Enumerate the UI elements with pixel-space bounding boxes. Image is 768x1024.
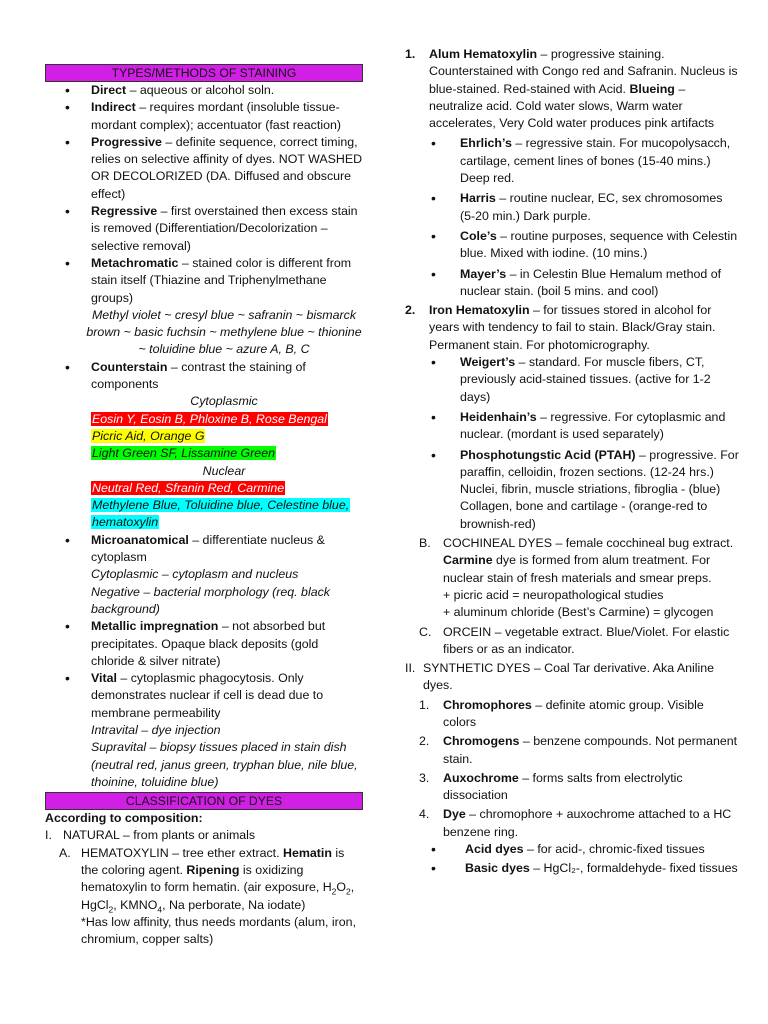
nuclear-red-dyes: Neutral Red, Sfranin Red, Carmine [92,480,285,495]
nuclear-label: Nuclear [202,463,246,478]
composition-heading: According to composition: [45,811,203,826]
list-item-counterstain: • Counterstain – contrast the staining of components [45,359,363,394]
natural-item: I. NATURAL – from plants or animals [45,828,256,843]
section-heading-types: TYPES/METHODS OF STAINING [45,64,363,82]
list-item-vital: • Vital – cytoplasmic phagocytosis. Only demonstrates nuclear if cell is dead due to membrane permeability [45,670,363,722]
iron-hematoxylin-item: 2. Iron Hematoxylin – for tissues stored in alcohol for years with tendency to fail to stain. Black/Gray stain. Permanent stain. For photomicrography. [405,303,716,352]
microanatomical-negative: Negative – bacterial morphology (req. black background) [91,584,330,616]
list-item-direct: • Direct – aqueous or alcohol soln. [45,82,363,99]
dye-item: 4. Dye – chromophore + auxochrome attached to a HC benzene ring. [419,807,732,839]
list-item-regressive: • Regressive – first overstained then excess stain is removed (Differentiation/Decolorization – selective removal) [45,203,363,255]
nuclear-cyan-dyes: Methylene Blue, Toluidine blue, Celestine blue, hematoxylin [92,498,350,530]
ptah-item: • Phosphotungstic Acid (PTAH) – progressive. For paraffin, celloidin, frozen sections. (12-24 hrs.) Nuclei, fibrin, muscle striations, fibroglia - (blue) Collagen, bone and cartilage - (orange-red to brownish-red) [405,447,740,533]
vital-supravital: Supravital – biopsy tissues placed in stain dish (neutral red, janus green, tryphan blue, nile blue, thoinine, toluidine blue) [91,740,358,789]
synthetic-dyes-item: II. SYNTHETIC DYES – Coal Tar derivative. Aka Aniline dyes. [405,661,715,693]
mayers-item: • Mayer’s – in Celestin Blue Hemalum method of nuclear stain. (boil 5 mins. and cool) [405,266,740,301]
chromophores-item: 1. Chromophores – definite atomic group. Visible colors [419,697,704,729]
chromogens-item: 2. Chromogens – benzene compounds. Not permanent stain. [419,734,738,766]
vital-intravital: Intravital – dye injection [91,722,221,737]
harris-item: • Harris – routine nuclear, EC, sex chromosomes (5-20 min.) Dark purple. [405,190,740,225]
cytoplasmic-yellow-dyes: Picric Aid, Orange G [92,428,205,443]
coles-item: • Cole’s – routine purposes, sequence with Celestin blue. Mixed with iodine. (10 mins.) [405,228,740,263]
weigert-item: • Weigert’s – standard. For muscle fibers, CT, previously acid-stained tissues. (active for 1-2 days) [405,354,740,406]
list-item-indirect: • Indirect – requires mordant (insoluble tissue-mordant complex); accentuator (fast reaction) [45,99,363,134]
acid-dyes-item: • Acid dyes – for acid-, chromic-fixed tissues [405,841,740,858]
list-item-microanatomical: • Microanatomical – differentiate nucleus & cytoplasm [45,532,363,567]
cytoplasmic-label: Cytoplasmic [190,394,258,409]
list-item-progressive: • Progressive – definite sequence, correct timing, relies on selective affinity of dyes. NOT WASHED OR DECOLORIZED (DA. Diffused and obscure effect) [45,134,363,203]
right-column [405,46,740,878]
ehrlich-item: • Ehrlich’s – regressive stain. For mucopolysacch, cartilage, cement lines of bones (15-40 mins.) Deep red. [405,135,740,187]
cytoplasmic-red-dyes: Eosin Y, Eosin B, Phloxine B, Rose Bengal [92,411,327,426]
orcein-item: C. ORCEIN – vegetable extract. Blue/Violet. For elastic fibers or as an indicator. [419,624,730,656]
hematoxylin-item: A. HEMATOXYLIN – tree ether extract. Hematin is the coloring agent. Ripening is oxidizing hematoxylin to form hematin. (air exposure, $H_2O_2$, HgCl$_2$, $KMNO_4$, Na perborate, Na iodate) [59,845,355,915]
heidenhain-item: • Heidenhain’s – regressive. For cytoplasmic and nuclear. (mordant is used separately) [405,409,740,444]
list-item-metallic: • Metallic impregnation – not absorbed but precipitates. Opaque black deposits (gold chloride & silver nitrate) [45,618,363,670]
cytoplasmic-green-dyes: Light Green SF, Lissamine Green [92,446,275,461]
alum-hematoxylin-item: 1. Alum Hematoxylin – progressive staining. Counterstained with Congo red and Safranin. Nucleus is blue-stained. Red-stained with Acid. Blueing – neutralize acid. Cold water slows, Warm water accelerates, Very Cold water produces pink artifacts [405,47,738,131]
cochineal-item: B. COCHINEAL DYES – female cocchineal bug extract. Carmine dye is formed from alum treatment. For nuclear stain of fresh materials and smear preps. [419,536,734,585]
metachromatic-dye-list: Methyl violet ~ cresyl blue ~ safranin ~ bismarck brown ~ basic fuchsin ~ methylene blue ~ thionine ~ toluidine blue ~ azure A, B, C [86,307,362,357]
left-column [45,64,363,949]
auxochrome-item: 3. Auxochrome – forms salts from electrolytic dissociation [419,770,683,803]
basic-dyes-item: • Basic dyes – HgCl₂-, formaldehyde- fixed tissues [405,860,740,877]
microanatomical-cytoplasmic: Cytoplasmic – cytoplasm and nucleus [91,567,299,582]
section-heading-classification: CLASSIFICATION OF DYES [45,792,363,810]
hematoxylin-note: *Has low affinity, thus needs mordants (alum, iron, chromium, copper salts) [81,914,357,947]
list-item-metachromatic: • Metachromatic – stained color is different from stain itself (Thiazine and Triphenylmethane groups) [45,255,363,307]
cochineal-picric: + picric acid = neuropathological studies [443,587,664,602]
cochineal-aluminum: + aluminum chloride (Best’s Carmine) = glycogen [443,605,714,620]
